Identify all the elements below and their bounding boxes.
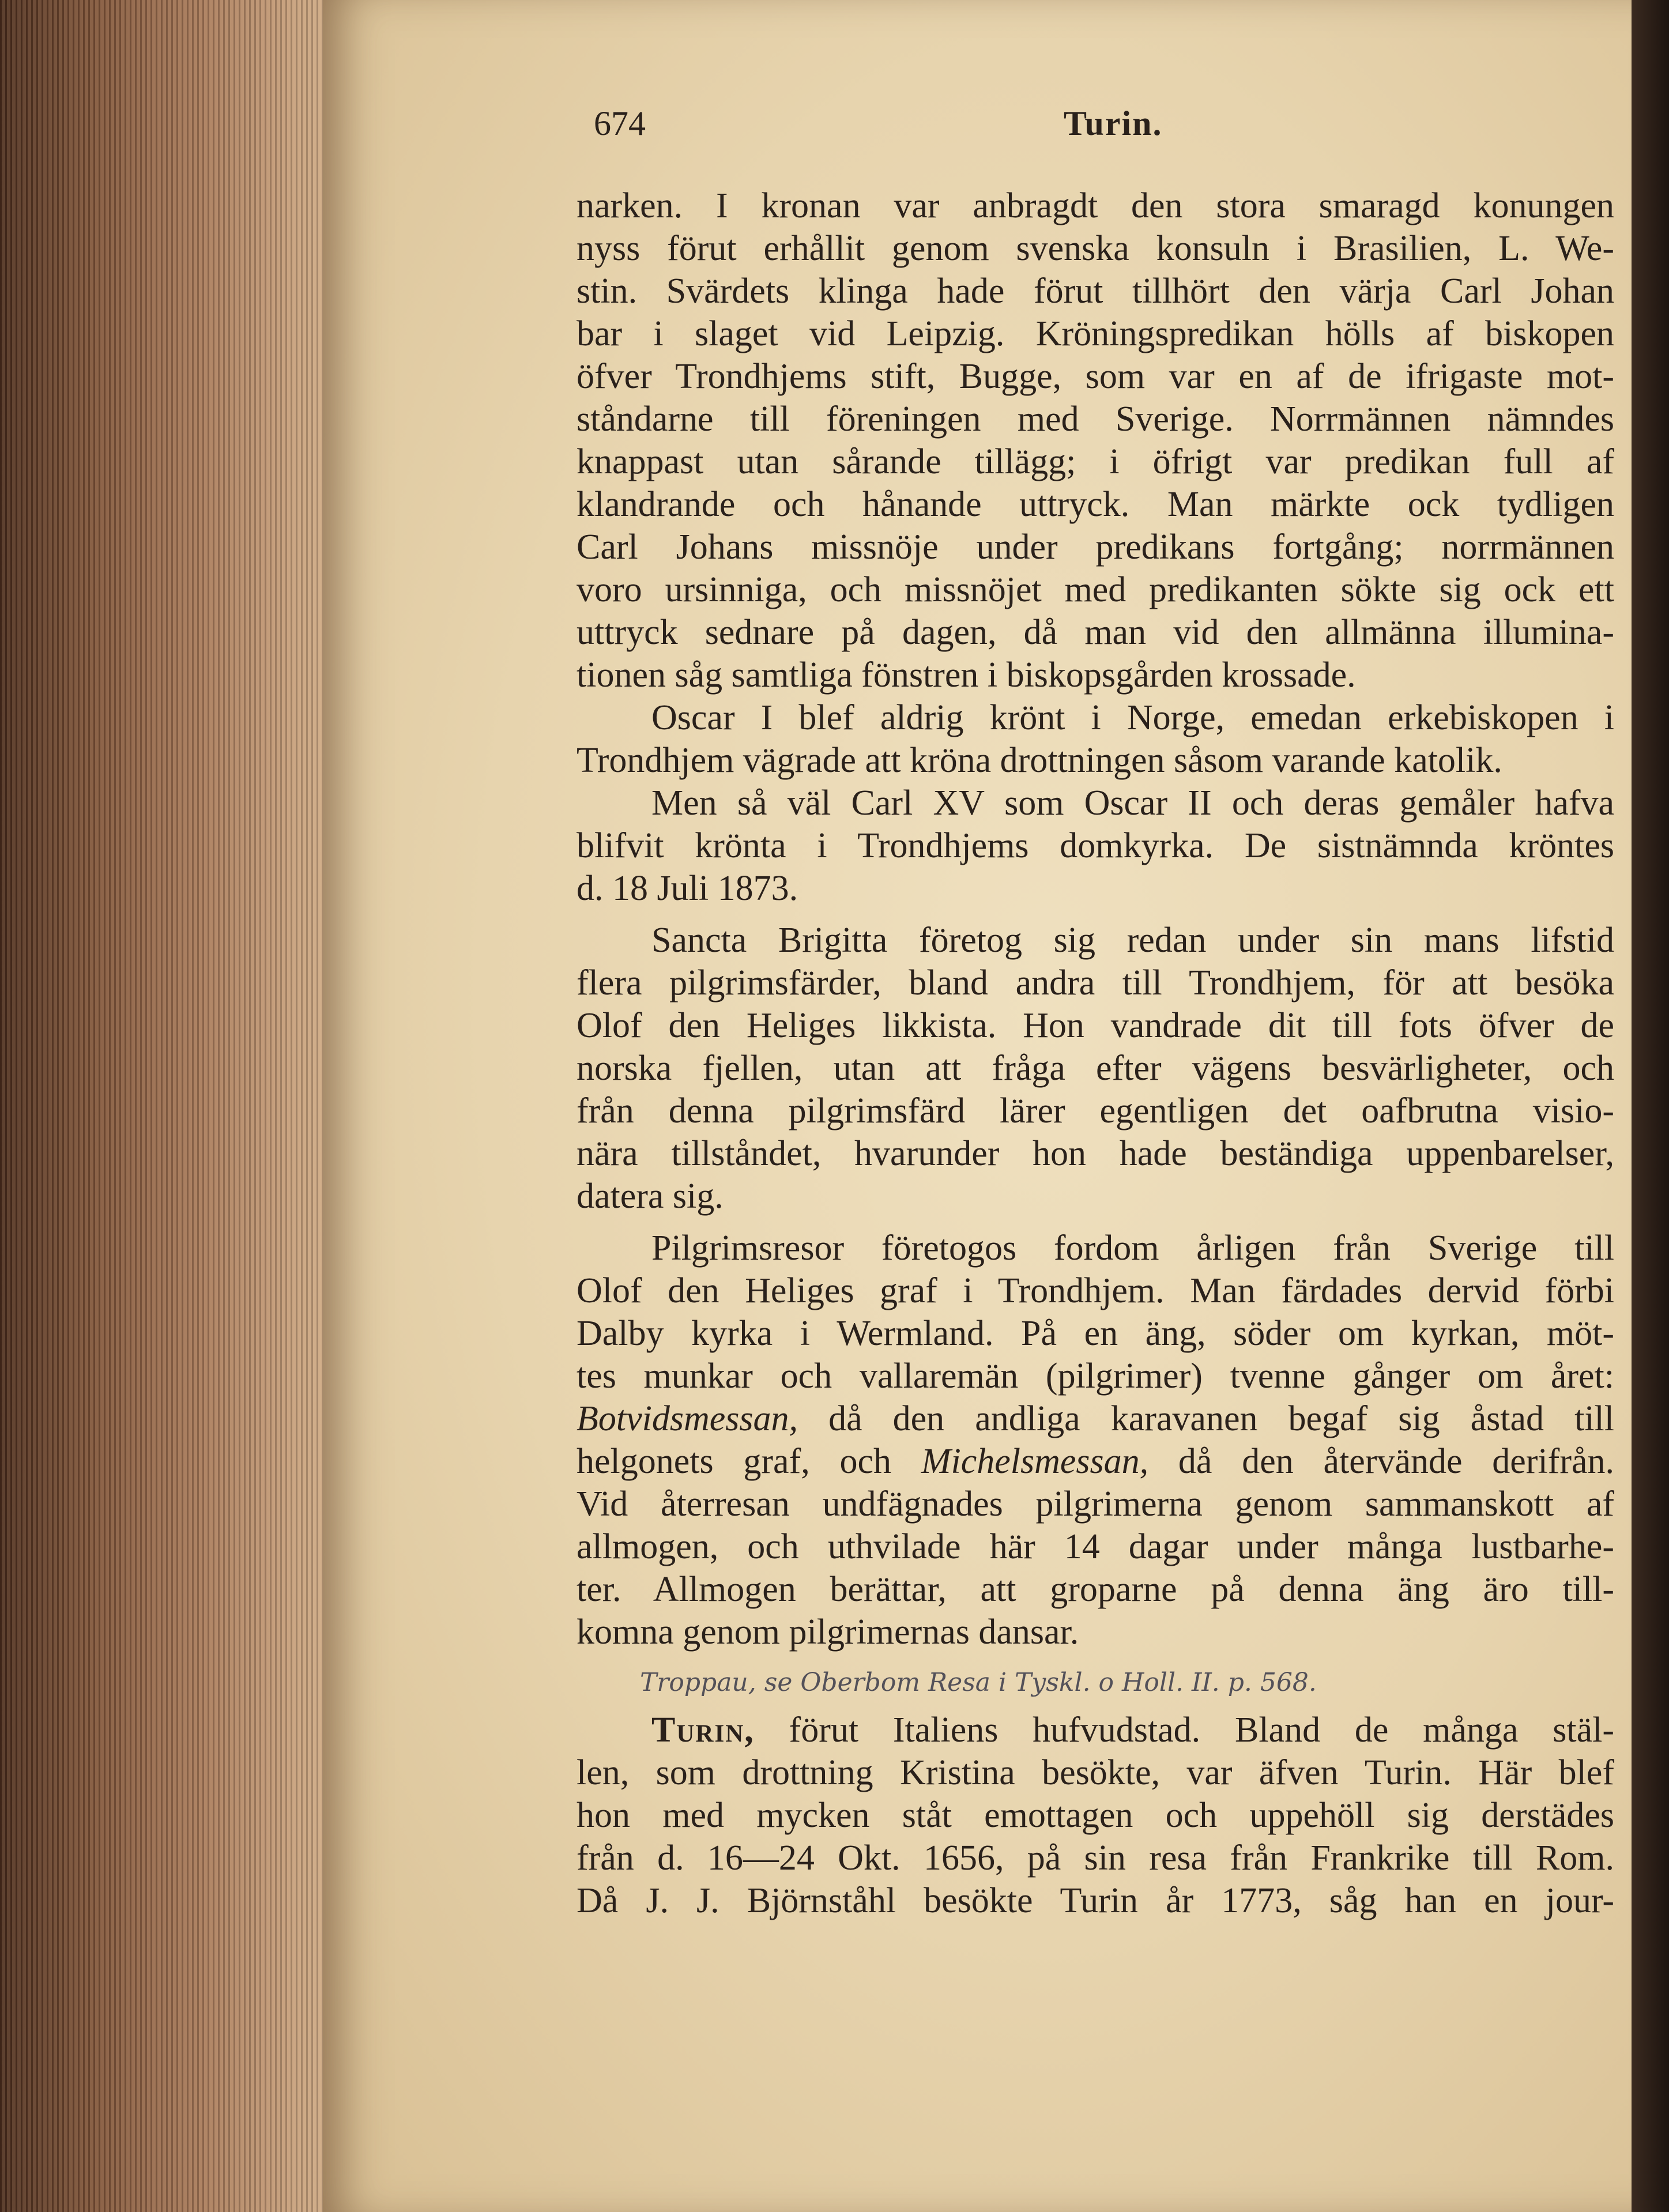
- text-span: då den andliga karavanen begaf sig åstad till: [798, 1399, 1614, 1438]
- text-line: voro ursinniga, och missnöjet med predikanten sökte sig ock ett: [577, 570, 1614, 609]
- running-head: [577, 104, 1614, 184]
- italic-term: Botvidsmessan,: [577, 1399, 798, 1438]
- text-line: [577, 1440, 1614, 1483]
- text-line: Carl Johans missnöje under predikans fortgång; norrmännen: [577, 527, 1614, 567]
- text-span: helgonets graf, och: [577, 1442, 921, 1481]
- italic-term: Michelsmessan,: [921, 1442, 1149, 1481]
- text-line: narken. I kronan var anbragdt den stora smaragd konungen: [577, 186, 1614, 225]
- text-line: tionen såg samtliga fönstren i biskopsgården krossade.: [577, 655, 1356, 695]
- text-line: allmogen, och uthvilade här 14 dagar under många lustbarhe-: [577, 1527, 1614, 1566]
- text-line: [577, 1709, 1614, 1751]
- text-line: len, som drottning Kristina besökte, var äfven Turin. Här blef: [577, 1753, 1614, 1792]
- text-line: tes munkar och vallaremän (pilgrimer) tvenne gånger om året:: [577, 1356, 1614, 1396]
- text-span: då den återvände derifrån.: [1148, 1442, 1614, 1481]
- text-line: nära tillståndet, hvarunder hon hade beständiga uppenbarelser,: [577, 1134, 1614, 1173]
- text-line: Olof den Heliges graf i Trondhjem. Man färdades dervid förbi: [577, 1271, 1614, 1310]
- text-line: blifvit krönta i Trondhjems domkyrka. De sistnämnda kröntes: [577, 826, 1614, 865]
- entry-headword: Turin,: [651, 1710, 755, 1750]
- text-line: klandrande och hånande uttryck. Man märkte ock tydligen: [577, 485, 1614, 524]
- text-line: Vid återresan undfägnades pilgrimerna genom sammanskott af: [577, 1484, 1614, 1524]
- text-line: hon med mycken ståt emottagen och uppehöll sig derstädes: [577, 1796, 1614, 1835]
- running-title: Turin.: [1064, 104, 1163, 142]
- text-line: datera sig.: [577, 1177, 724, 1216]
- text-line: öfver Trondhjems stift, Bugge, som var en af de ifrigaste mot-: [577, 357, 1614, 396]
- handwritten-note: Troppau, se Oberbom Resa i Tyskl. o Holl. II. p. 568.: [640, 1668, 1317, 1697]
- text-line: nyss förut erhållit genom svenska konsuln i Brasilien, L. We-: [577, 229, 1614, 268]
- text-line: Olof den Heliges likkista. Hon vandrade dit till fots öfver de: [577, 1006, 1614, 1045]
- text-line: Då J. J. Björnståhl besökte Turin år 1773, såg han en jour-: [577, 1881, 1614, 1920]
- text-line: d. 18 Juli 1873.: [577, 869, 798, 908]
- text-line: Oscar I blef aldrig krönt i Norge, emedan erkebiskopen i: [651, 698, 1614, 737]
- text-line: från d. 16—24 Okt. 1656, på sin resa från Frankrike till Rom.: [577, 1838, 1614, 1878]
- page-number: 674: [594, 104, 646, 142]
- scan-background: [1632, 0, 1669, 2212]
- text-line: Sancta Brigitta företog sig redan under sin mans lifstid: [651, 921, 1614, 960]
- text-span: förut Italiens hufvudstad. Bland de många stäl-: [754, 1710, 1614, 1750]
- text-line: komna genom pilgrimernas dansar.: [577, 1612, 1079, 1652]
- text-line: från denna pilgrimsfärd lärer egentligen det oafbrutna visio-: [577, 1091, 1614, 1131]
- text-line: ter. Allmogen berättar, att groparne på denna äng äro till-: [577, 1570, 1614, 1609]
- text-line: ståndarne till föreningen med Sverige. Norrmännen nämndes: [577, 400, 1614, 439]
- text-line: stin. Svärdets klinga hade förut tillhört den värja Carl Johan: [577, 272, 1614, 311]
- text-line: bar i slaget vid Leipzig. Kröningspredikan hölls af biskopen: [577, 314, 1614, 353]
- text-line: [577, 1397, 1614, 1440]
- text-line: Trondhjem vägrade att kröna drottningen såsom varande katolik.: [577, 741, 1502, 780]
- book-page-edges: [0, 0, 369, 2212]
- text-line: norska fjellen, utan att fråga efter vägens besvärligheter, och: [577, 1049, 1614, 1088]
- text-line: Pilgrimsresor företogos fordom årligen från Sverige till: [651, 1229, 1614, 1268]
- text-line: Dalby kyrka i Wermland. På en äng, söder om kyrkan, möt-: [577, 1314, 1614, 1353]
- text-line: knappast utan sårande tillägg; i öfrigt var predikan full af: [577, 442, 1614, 481]
- text-line: Men så väl Carl XV som Oscar II och deras gemåler hafva: [651, 783, 1614, 823]
- page-text: [577, 104, 1614, 1922]
- text-line: uttryck sednare på dagen, då man vid den allmänna illumina-: [577, 613, 1614, 652]
- text-line: flera pilgrimsfärder, bland andra till Trondhjem, för att besöka: [577, 963, 1614, 1003]
